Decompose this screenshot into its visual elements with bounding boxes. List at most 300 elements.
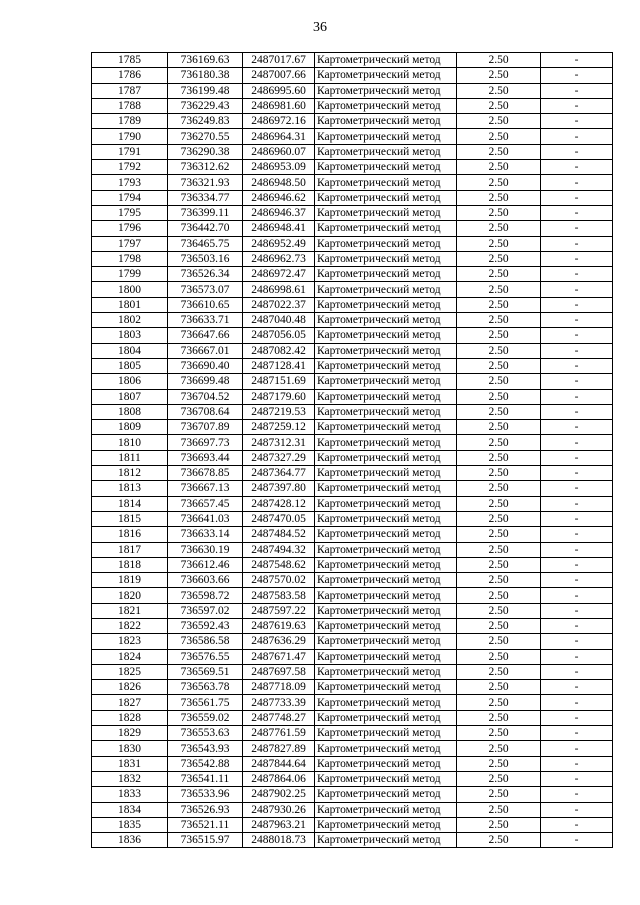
x-coordinate-cell: 736270.55 xyxy=(168,129,243,144)
method-cell: Картометрический метод xyxy=(315,756,457,771)
point-number-cell: 1831 xyxy=(92,756,168,771)
table-row xyxy=(92,358,613,373)
note-cell: - xyxy=(541,374,613,389)
method-cell: Картометрический метод xyxy=(315,389,457,404)
table-row xyxy=(92,618,613,633)
point-number-cell: 1799 xyxy=(92,267,168,282)
x-coordinate-cell: 736526.34 xyxy=(168,267,243,282)
accuracy-cell: 2.50 xyxy=(457,98,541,113)
y-coordinate-cell: 2487548.62 xyxy=(243,557,315,572)
method-cell: Картометрический метод xyxy=(315,83,457,98)
note-cell: - xyxy=(541,160,613,175)
y-coordinate-cell: 2486962.73 xyxy=(243,251,315,266)
point-number-cell: 1814 xyxy=(92,496,168,511)
point-number-cell: 1785 xyxy=(92,53,168,68)
point-number-cell: 1835 xyxy=(92,817,168,832)
x-coordinate-cell: 736503.16 xyxy=(168,251,243,266)
note-cell: - xyxy=(541,741,613,756)
x-coordinate-cell: 736559.02 xyxy=(168,710,243,725)
note-cell: - xyxy=(541,649,613,664)
x-coordinate-cell: 736542.88 xyxy=(168,756,243,771)
method-cell: Картометрический метод xyxy=(315,511,457,526)
note-cell: - xyxy=(541,190,613,205)
point-number-cell: 1801 xyxy=(92,297,168,312)
method-cell: Картометрический метод xyxy=(315,588,457,603)
y-coordinate-cell: 2487844.64 xyxy=(243,756,315,771)
y-coordinate-cell: 2487327.29 xyxy=(243,450,315,465)
method-cell: Картометрический метод xyxy=(315,114,457,129)
table-row xyxy=(92,710,613,725)
note-cell: - xyxy=(541,267,613,282)
method-cell: Картометрический метод xyxy=(315,205,457,220)
x-coordinate-cell: 736633.71 xyxy=(168,313,243,328)
note-cell: - xyxy=(541,817,613,832)
accuracy-cell: 2.50 xyxy=(457,756,541,771)
y-coordinate-cell: 2487179.60 xyxy=(243,389,315,404)
x-coordinate-cell: 736569.51 xyxy=(168,664,243,679)
x-coordinate-cell: 736465.75 xyxy=(168,236,243,251)
accuracy-cell: 2.50 xyxy=(457,251,541,266)
point-number-cell: 1804 xyxy=(92,343,168,358)
x-coordinate-cell: 736610.65 xyxy=(168,297,243,312)
x-coordinate-cell: 736199.48 xyxy=(168,83,243,98)
y-coordinate-cell: 2487494.32 xyxy=(243,542,315,557)
method-cell: Картометрический метод xyxy=(315,267,457,282)
table-row xyxy=(92,542,613,557)
note-cell: - xyxy=(541,787,613,802)
point-number-cell: 1789 xyxy=(92,114,168,129)
point-number-cell: 1797 xyxy=(92,236,168,251)
y-coordinate-cell: 2486964.31 xyxy=(243,129,315,144)
table-row xyxy=(92,343,613,358)
point-number-cell: 1806 xyxy=(92,374,168,389)
accuracy-cell: 2.50 xyxy=(457,389,541,404)
method-cell: Картометрический метод xyxy=(315,328,457,343)
accuracy-cell: 2.50 xyxy=(457,404,541,419)
point-number-cell: 1828 xyxy=(92,710,168,725)
method-cell: Картометрический метод xyxy=(315,557,457,572)
x-coordinate-cell: 736633.14 xyxy=(168,527,243,542)
accuracy-cell: 2.50 xyxy=(457,481,541,496)
y-coordinate-cell: 2486998.61 xyxy=(243,282,315,297)
page-number: 36 xyxy=(313,20,327,35)
method-cell: Картометрический метод xyxy=(315,435,457,450)
note-cell: - xyxy=(541,435,613,450)
accuracy-cell: 2.50 xyxy=(457,83,541,98)
y-coordinate-cell: 2487733.39 xyxy=(243,695,315,710)
accuracy-cell: 2.50 xyxy=(457,68,541,83)
table-row xyxy=(92,53,613,68)
x-coordinate-cell: 736657.45 xyxy=(168,496,243,511)
method-cell: Картометрический метод xyxy=(315,450,457,465)
x-coordinate-cell: 736576.55 xyxy=(168,649,243,664)
y-coordinate-cell: 2487761.59 xyxy=(243,726,315,741)
note-cell: - xyxy=(541,695,613,710)
x-coordinate-cell: 736312.62 xyxy=(168,160,243,175)
y-coordinate-cell: 2487902.25 xyxy=(243,787,315,802)
y-coordinate-cell: 2487671.47 xyxy=(243,649,315,664)
method-cell: Картометрический метод xyxy=(315,160,457,175)
note-cell: - xyxy=(541,282,613,297)
y-coordinate-cell: 2487570.02 xyxy=(243,573,315,588)
table-row xyxy=(92,160,613,175)
accuracy-cell: 2.50 xyxy=(457,817,541,832)
x-coordinate-cell: 736561.75 xyxy=(168,695,243,710)
accuracy-cell: 2.50 xyxy=(457,313,541,328)
x-coordinate-cell: 736704.52 xyxy=(168,389,243,404)
point-number-cell: 1825 xyxy=(92,664,168,679)
point-number-cell: 1818 xyxy=(92,557,168,572)
table-row xyxy=(92,664,613,679)
note-cell: - xyxy=(541,221,613,236)
method-cell: Картометрический метод xyxy=(315,144,457,159)
y-coordinate-cell: 2487619.63 xyxy=(243,618,315,633)
accuracy-cell: 2.50 xyxy=(457,833,541,848)
x-coordinate-cell: 736515.97 xyxy=(168,833,243,848)
point-number-cell: 1796 xyxy=(92,221,168,236)
accuracy-cell: 2.50 xyxy=(457,343,541,358)
accuracy-cell: 2.50 xyxy=(457,680,541,695)
table-row xyxy=(92,129,613,144)
method-cell: Картометрический метод xyxy=(315,817,457,832)
y-coordinate-cell: 2487827.89 xyxy=(243,741,315,756)
note-cell: - xyxy=(541,802,613,817)
accuracy-cell: 2.50 xyxy=(457,726,541,741)
table-row xyxy=(92,603,613,618)
x-coordinate-cell: 736592.43 xyxy=(168,618,243,633)
x-coordinate-cell: 736399.11 xyxy=(168,205,243,220)
accuracy-cell: 2.50 xyxy=(457,450,541,465)
x-coordinate-cell: 736597.02 xyxy=(168,603,243,618)
accuracy-cell: 2.50 xyxy=(457,710,541,725)
table-row xyxy=(92,787,613,802)
note-cell: - xyxy=(541,205,613,220)
point-number-cell: 1827 xyxy=(92,695,168,710)
table-row xyxy=(92,817,613,832)
table-row xyxy=(92,83,613,98)
note-cell: - xyxy=(541,313,613,328)
x-coordinate-cell: 736630.19 xyxy=(168,542,243,557)
accuracy-cell: 2.50 xyxy=(457,221,541,236)
method-cell: Картометрический метод xyxy=(315,374,457,389)
y-coordinate-cell: 2486972.47 xyxy=(243,267,315,282)
accuracy-cell: 2.50 xyxy=(457,603,541,618)
table-row xyxy=(92,175,613,190)
point-number-cell: 1794 xyxy=(92,190,168,205)
point-number-cell: 1830 xyxy=(92,741,168,756)
method-cell: Картометрический метод xyxy=(315,649,457,664)
method-cell: Картометрический метод xyxy=(315,175,457,190)
x-coordinate-cell: 736697.73 xyxy=(168,435,243,450)
note-cell: - xyxy=(541,603,613,618)
note-cell: - xyxy=(541,98,613,113)
accuracy-cell: 2.50 xyxy=(457,267,541,282)
method-cell: Картометрический метод xyxy=(315,53,457,68)
accuracy-cell: 2.50 xyxy=(457,771,541,786)
note-cell: - xyxy=(541,53,613,68)
x-coordinate-cell: 736690.40 xyxy=(168,358,243,373)
table-row xyxy=(92,236,613,251)
point-number-cell: 1791 xyxy=(92,144,168,159)
accuracy-cell: 2.50 xyxy=(457,175,541,190)
method-cell: Картометрический метод xyxy=(315,251,457,266)
table-row xyxy=(92,726,613,741)
y-coordinate-cell: 2487397.80 xyxy=(243,481,315,496)
y-coordinate-cell: 2487428.12 xyxy=(243,496,315,511)
point-number-cell: 1807 xyxy=(92,389,168,404)
method-cell: Картометрический метод xyxy=(315,129,457,144)
accuracy-cell: 2.50 xyxy=(457,787,541,802)
note-cell: - xyxy=(541,481,613,496)
point-number-cell: 1792 xyxy=(92,160,168,175)
method-cell: Картометрический метод xyxy=(315,221,457,236)
y-coordinate-cell: 2487583.58 xyxy=(243,588,315,603)
note-cell: - xyxy=(541,527,613,542)
method-cell: Картометрический метод xyxy=(315,573,457,588)
point-number-cell: 1813 xyxy=(92,481,168,496)
x-coordinate-cell: 736598.72 xyxy=(168,588,243,603)
method-cell: Картометрический метод xyxy=(315,282,457,297)
x-coordinate-cell: 736541.11 xyxy=(168,771,243,786)
method-cell: Картометрический метод xyxy=(315,726,457,741)
point-number-cell: 1787 xyxy=(92,83,168,98)
x-coordinate-cell: 736667.13 xyxy=(168,481,243,496)
accuracy-cell: 2.50 xyxy=(457,205,541,220)
table-row xyxy=(92,511,613,526)
y-coordinate-cell: 2487597.22 xyxy=(243,603,315,618)
x-coordinate-cell: 736553.63 xyxy=(168,726,243,741)
method-cell: Картометрический метод xyxy=(315,313,457,328)
y-coordinate-cell: 2486981.60 xyxy=(243,98,315,113)
point-number-cell: 1829 xyxy=(92,726,168,741)
table-row xyxy=(92,481,613,496)
table-row xyxy=(92,527,613,542)
method-cell: Картометрический метод xyxy=(315,466,457,481)
x-coordinate-cell: 736603.66 xyxy=(168,573,243,588)
method-cell: Картометрический метод xyxy=(315,802,457,817)
accuracy-cell: 2.50 xyxy=(457,129,541,144)
x-coordinate-cell: 736521.11 xyxy=(168,817,243,832)
accuracy-cell: 2.50 xyxy=(457,542,541,557)
note-cell: - xyxy=(541,68,613,83)
table-row xyxy=(92,588,613,603)
table-row xyxy=(92,251,613,266)
point-number-cell: 1822 xyxy=(92,618,168,633)
y-coordinate-cell: 2486960.07 xyxy=(243,144,315,159)
table-row xyxy=(92,114,613,129)
method-cell: Картометрический метод xyxy=(315,680,457,695)
point-number-cell: 1820 xyxy=(92,588,168,603)
y-coordinate-cell: 2487718.09 xyxy=(243,680,315,695)
table-row xyxy=(92,267,613,282)
y-coordinate-cell: 2486948.50 xyxy=(243,175,315,190)
x-coordinate-cell: 736290.38 xyxy=(168,144,243,159)
table-row xyxy=(92,741,613,756)
method-cell: Картометрический метод xyxy=(315,664,457,679)
point-number-cell: 1819 xyxy=(92,573,168,588)
table-row xyxy=(92,833,613,848)
x-coordinate-cell: 736169.63 xyxy=(168,53,243,68)
x-coordinate-cell: 736533.96 xyxy=(168,787,243,802)
x-coordinate-cell: 736180.38 xyxy=(168,68,243,83)
x-coordinate-cell: 736707.89 xyxy=(168,420,243,435)
accuracy-cell: 2.50 xyxy=(457,634,541,649)
method-cell: Картометрический метод xyxy=(315,771,457,786)
method-cell: Картометрический метод xyxy=(315,634,457,649)
table-row xyxy=(92,771,613,786)
point-number-cell: 1786 xyxy=(92,68,168,83)
x-coordinate-cell: 736526.93 xyxy=(168,802,243,817)
method-cell: Картометрический метод xyxy=(315,236,457,251)
note-cell: - xyxy=(541,389,613,404)
coordinates-table xyxy=(91,52,613,848)
note-cell: - xyxy=(541,588,613,603)
x-coordinate-cell: 736586.58 xyxy=(168,634,243,649)
table-row xyxy=(92,496,613,511)
accuracy-cell: 2.50 xyxy=(457,160,541,175)
coordinates-table-body xyxy=(92,53,613,848)
note-cell: - xyxy=(541,726,613,741)
x-coordinate-cell: 736693.44 xyxy=(168,450,243,465)
table-row xyxy=(92,634,613,649)
table-row xyxy=(92,420,613,435)
y-coordinate-cell: 2486953.09 xyxy=(243,160,315,175)
note-cell: - xyxy=(541,466,613,481)
table-row xyxy=(92,221,613,236)
note-cell: - xyxy=(541,420,613,435)
x-coordinate-cell: 736641.03 xyxy=(168,511,243,526)
table-row xyxy=(92,374,613,389)
note-cell: - xyxy=(541,634,613,649)
point-number-cell: 1824 xyxy=(92,649,168,664)
x-coordinate-cell: 736678.85 xyxy=(168,466,243,481)
table-row xyxy=(92,328,613,343)
accuracy-cell: 2.50 xyxy=(457,496,541,511)
y-coordinate-cell: 2486952.49 xyxy=(243,236,315,251)
y-coordinate-cell: 2487017.67 xyxy=(243,53,315,68)
point-number-cell: 1788 xyxy=(92,98,168,113)
note-cell: - xyxy=(541,771,613,786)
note-cell: - xyxy=(541,343,613,358)
point-number-cell: 1815 xyxy=(92,511,168,526)
accuracy-cell: 2.50 xyxy=(457,618,541,633)
table-row xyxy=(92,802,613,817)
y-coordinate-cell: 2487864.06 xyxy=(243,771,315,786)
point-number-cell: 1798 xyxy=(92,251,168,266)
note-cell: - xyxy=(541,496,613,511)
y-coordinate-cell: 2486995.60 xyxy=(243,83,315,98)
point-number-cell: 1805 xyxy=(92,358,168,373)
accuracy-cell: 2.50 xyxy=(457,802,541,817)
note-cell: - xyxy=(541,404,613,419)
point-number-cell: 1832 xyxy=(92,771,168,786)
point-number-cell: 1834 xyxy=(92,802,168,817)
point-number-cell: 1821 xyxy=(92,603,168,618)
y-coordinate-cell: 2487151.69 xyxy=(243,374,315,389)
note-cell: - xyxy=(541,618,613,633)
method-cell: Картометрический метод xyxy=(315,190,457,205)
point-number-cell: 1817 xyxy=(92,542,168,557)
x-coordinate-cell: 736334.77 xyxy=(168,190,243,205)
y-coordinate-cell: 2487082.42 xyxy=(243,343,315,358)
accuracy-cell: 2.50 xyxy=(457,741,541,756)
table-row xyxy=(92,313,613,328)
table-row xyxy=(92,573,613,588)
y-coordinate-cell: 2487484.52 xyxy=(243,527,315,542)
method-cell: Картометрический метод xyxy=(315,98,457,113)
point-number-cell: 1816 xyxy=(92,527,168,542)
y-coordinate-cell: 2487364.77 xyxy=(243,466,315,481)
note-cell: - xyxy=(541,358,613,373)
point-number-cell: 1811 xyxy=(92,450,168,465)
note-cell: - xyxy=(541,236,613,251)
accuracy-cell: 2.50 xyxy=(457,695,541,710)
point-number-cell: 1800 xyxy=(92,282,168,297)
accuracy-cell: 2.50 xyxy=(457,420,541,435)
method-cell: Картометрический метод xyxy=(315,618,457,633)
x-coordinate-cell: 736647.66 xyxy=(168,328,243,343)
note-cell: - xyxy=(541,144,613,159)
method-cell: Картометрический метод xyxy=(315,358,457,373)
table-row xyxy=(92,435,613,450)
accuracy-cell: 2.50 xyxy=(457,527,541,542)
y-coordinate-cell: 2487636.29 xyxy=(243,634,315,649)
note-cell: - xyxy=(541,710,613,725)
accuracy-cell: 2.50 xyxy=(457,374,541,389)
y-coordinate-cell: 2487056.05 xyxy=(243,328,315,343)
x-coordinate-cell: 736321.93 xyxy=(168,175,243,190)
x-coordinate-cell: 736229.43 xyxy=(168,98,243,113)
x-coordinate-cell: 736699.48 xyxy=(168,374,243,389)
y-coordinate-cell: 2487022.37 xyxy=(243,297,315,312)
method-cell: Картометрический метод xyxy=(315,741,457,756)
point-number-cell: 1809 xyxy=(92,420,168,435)
table-row xyxy=(92,205,613,220)
note-cell: - xyxy=(541,114,613,129)
method-cell: Картометрический метод xyxy=(315,404,457,419)
method-cell: Картометрический метод xyxy=(315,420,457,435)
method-cell: Картометрический метод xyxy=(315,527,457,542)
note-cell: - xyxy=(541,511,613,526)
note-cell: - xyxy=(541,251,613,266)
method-cell: Картометрический метод xyxy=(315,787,457,802)
table-row xyxy=(92,450,613,465)
accuracy-cell: 2.50 xyxy=(457,466,541,481)
accuracy-cell: 2.50 xyxy=(457,649,541,664)
method-cell: Картометрический метод xyxy=(315,542,457,557)
table-row xyxy=(92,680,613,695)
accuracy-cell: 2.50 xyxy=(457,557,541,572)
accuracy-cell: 2.50 xyxy=(457,144,541,159)
table-row xyxy=(92,756,613,771)
method-cell: Картометрический метод xyxy=(315,343,457,358)
y-coordinate-cell: 2488018.73 xyxy=(243,833,315,848)
method-cell: Картометрический метод xyxy=(315,833,457,848)
x-coordinate-cell: 736543.93 xyxy=(168,741,243,756)
point-number-cell: 1823 xyxy=(92,634,168,649)
y-coordinate-cell: 2487219.53 xyxy=(243,404,315,419)
method-cell: Картометрический метод xyxy=(315,695,457,710)
table-row xyxy=(92,466,613,481)
point-number-cell: 1790 xyxy=(92,129,168,144)
y-coordinate-cell: 2487128.41 xyxy=(243,358,315,373)
y-coordinate-cell: 2486946.37 xyxy=(243,205,315,220)
accuracy-cell: 2.50 xyxy=(457,664,541,679)
accuracy-cell: 2.50 xyxy=(457,236,541,251)
y-coordinate-cell: 2487470.05 xyxy=(243,511,315,526)
accuracy-cell: 2.50 xyxy=(457,358,541,373)
point-number-cell: 1836 xyxy=(92,833,168,848)
